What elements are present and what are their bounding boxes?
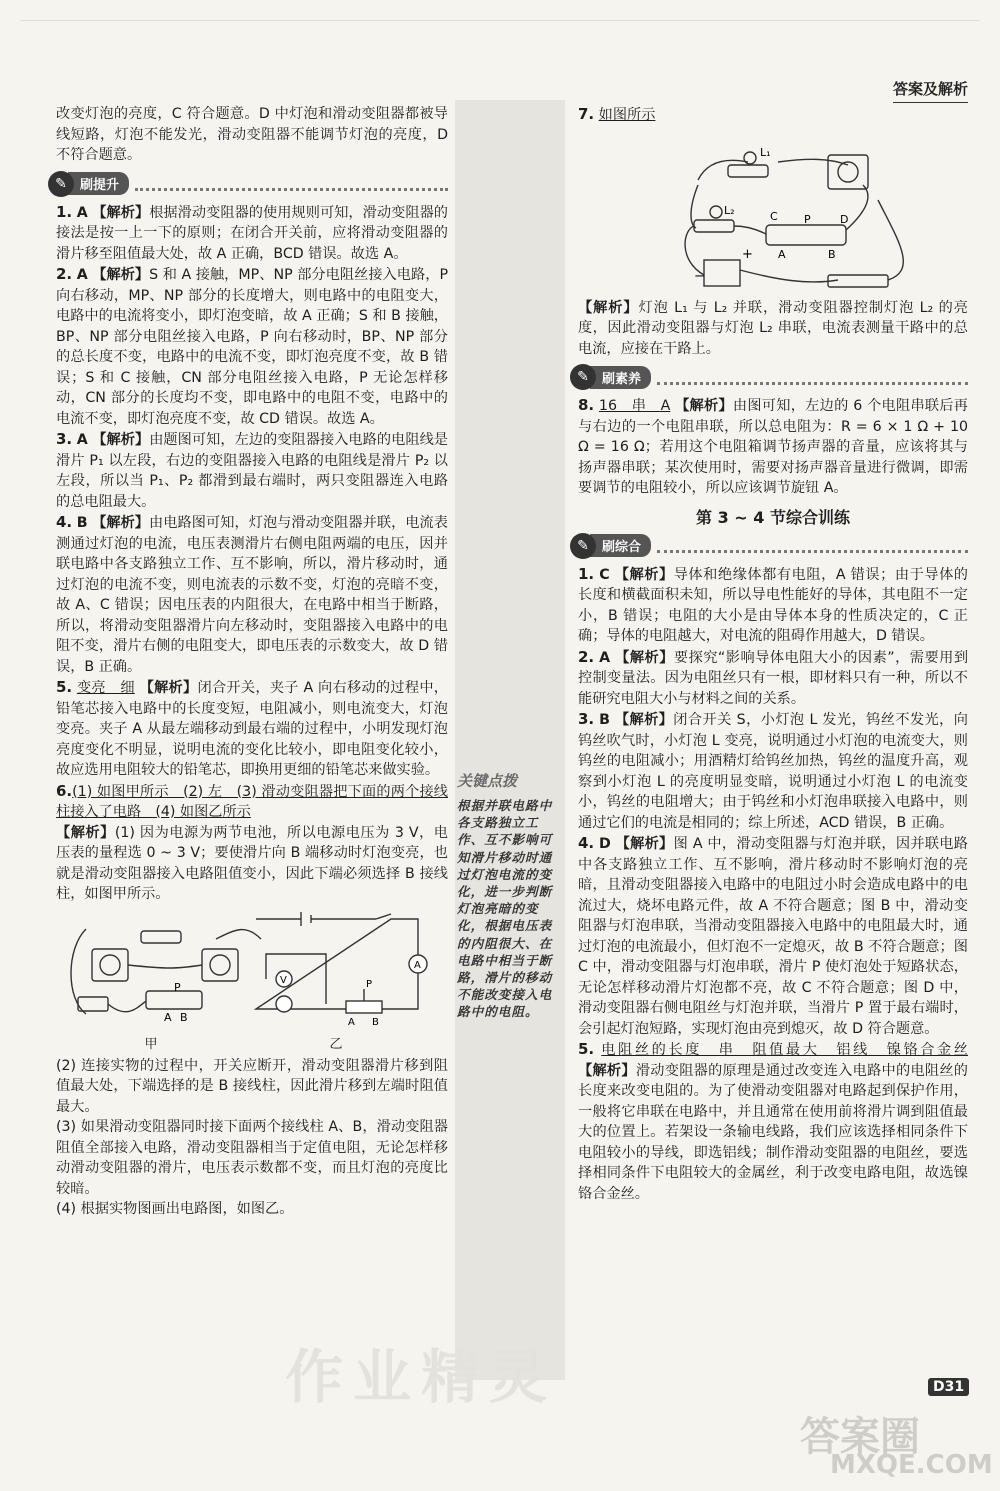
answer-item: 3. A 【解析】由题图可知，左边的变阻器接入电路的电阻线是滑片 P₁ 以左段，右边的变阻器接入电路的电阻线是滑片 P₂ 以左段，所以当 P₁、P₂ 都滑到最右端时，两只变阻器连入电路的总电阻最大。 [56,430,448,510]
explanation: 【解析】灯泡 L₁ 与 L₂ 并联，滑动变阻器控制灯泡 L₂ 的亮度，因此滑动变阻器与灯泡 L₂ 串联，电流表测量干路中的总电流，应接在干路上。 [578,299,968,357]
header-title: 答案及解析 [893,78,968,103]
label-minus: − [694,268,705,284]
label-plus: + [742,246,753,262]
wiring-diagram-jia [71,929,261,1014]
label-B2: B [372,1016,379,1028]
label-A: A [164,1010,172,1024]
label-P2: P [366,978,373,990]
answer-item: 4. D 【解析】图 A 中，滑动变阻器与灯泡并联，因并联电路中各支路独立工作、互不影响，滑片移动时不影响灯泡的亮暗，且滑动变阻器接入电路中的电阻过小时会造成电路中的电流过大，烧坏电路元件，故 A 不符合题意；图 B 中，滑动变阻器与灯泡串联，当滑动变阻器接入电路中的电阻最大时，通过灯泡的电流最小，但灯泡不一定熄灭，故 B 不符合题意；图 C 中，滑动变阻器与灯泡串联，滑片 P 使灯泡处于短路状态，无论怎样移动滑片灯泡都不亮，故 C 不符合题意；图 D 中，滑动变阻器右侧电阻丝与灯泡并联，当滑片 P 置于最右端时，会引起灯泡短路，实现灯泡由亮到熄灭，故 D 符合题意。 [578,834,968,1037]
watermark-url: MXQE.COM [830,1450,993,1480]
answer-item: 2. A 【解析】要探究“影响导体电阻大小的因素”，需要用到控制变量法。因为电阻丝只有一根，即材料只有一种，所以不能研究电阻大小与材料之间的关系。 [578,647,969,707]
label-A: A [778,247,786,261]
brush-icon: ✎ [48,171,74,197]
answer-item: 5. 电阻丝的长度 串 阻值最大 铝线 镍铬合金丝 【解析】滑动变阻器的原理是通过改变连入电路中的电阻丝的长度来改变电阻的。为了使滑动变阻器对电路起到保护作用，一般将它串联在电路中，并且通常在使用前将滑片调到阻值最大的位置上。若架设一条输电线路，我们应该选择相同条件下电阻较小的导线，即选铝线；制作滑动变阻器的电阻丝，要选择相同条件下电阻较大的金属丝，利于改变电路电阻，故选镍铬合金丝。 [578,1040,968,1202]
voltmeter-label: V [280,974,287,986]
circuit-figure-q7 [578,130,968,294]
section-label: 刷提升 [68,172,129,195]
schematic-yi [256,912,427,1013]
label-P: P [174,980,181,994]
label-L1: L₁ [760,145,771,159]
answer-item: 6.(1) 如图甲所示 (2) 左 (3) 滑动变阻器把下面的两个接线柱接入了电路 (4) 如图乙所示 [56,781,448,820]
dotted-rule [657,370,968,385]
section-header [570,365,968,389]
fig-caption-yi: 乙 [329,1036,343,1052]
tip-text: 根据并联电路中各支路独立工作、互不影响可知滑片移动时通过灯泡电流的变化，进一步判断灯泡亮暗的变化，根据电压表的内阻很大、在电路中相当于断路，滑片的移动不能改变接入电路中的电阻。 [457,798,553,1020]
answer-item: 7. 如图所示 [578,105,656,123]
intro-text: 改变灯泡的亮度，C 符合题意。D 中灯泡和滑动变阻器都被导线短路，灯泡不能发光，滑动变阻器不能调节灯泡的亮度，D 不符合题意。 [56,106,448,163]
dotted-rule [657,538,968,553]
explanation: (4) 根据实物图画出电路图，如图乙。 [56,1201,294,1217]
unit-title: 第 3 ~ 4 节综合训练 [696,507,850,527]
answer-item: 5. 变亮 细 【解析】闭合开关，夹子 A 向右移动的过程中，铅笔芯接入电路中的长度变短，电阻减小，则电流变大，灯泡变亮。夹子 A 从最左端移动到最右端的过程中，小明发现灯泡亮度变化不明显，说明电流的变化比较小，即电阻变化较小，故应选用电阻较大的铅笔芯，即换用更细的铅笔芯来做实验。 [56,678,448,778]
tip-title: 关键点拨 [457,772,518,790]
wiring-diagram-q7 [578,130,968,290]
explanation: (2) 连接实物的过程中，开关应断开，滑动变阻器滑片移到阻值最大处，下端选择的是 B 接线柱，因此滑片移到左端时阻值最大。 [56,1057,448,1115]
label-P: P [804,212,811,226]
right-column [578,104,968,1204]
explanation: 【解析】(1) 因为电源为两节电池，所以电源电压为 3 V，电压表的量程选 0 ~ 3 V；要使滑片向 B 端移动时灯泡变亮，也就是滑动变阻器接入电路阻值变小，因此下端必须选择 B 接线柱，如图甲所示。 [56,824,448,902]
label-A2: A [348,1016,355,1028]
page-number: D31 [928,1378,969,1396]
label-D: D [840,212,849,226]
section-header [48,172,448,196]
answer-item: 3. B 【解析】闭合开关 S，小灯泡 L 发光，钨丝不发光，向钨丝吹气时，小灯泡 L 变亮，说明通过小灯泡的电流变大，则钨丝的电阻减小；用酒精灯给钨丝加热，钨丝的温度升高，观察到小灯泡 L 的亮度明显变暗，说明通过小灯泡 L 的电流变小，钨丝的电阻增大；由于钨丝和小灯泡串联接入电路中，则通过它们的电流是相同的；综上所述，ACD 错误，B 正确。 [578,710,968,831]
section-label: 刷素养 [590,366,651,389]
top-rule [20,20,980,21]
label-C: C [770,209,778,223]
explanation: (3) 如果滑动变阻器同时接下面两个接线柱 A、B，滑动变阻器阻值全部接入电路，滑动变阻器相当于定值电阻，无论怎样移动滑动变阻器的滑片，电压表示数都不变，而且灯泡的亮度比较暗。 [56,1119,448,1197]
ammeter-label: A [414,959,421,971]
circuit-figures [56,909,448,1052]
label-B: B [180,1010,188,1024]
left-column [56,104,448,1220]
answer-item: 2. A 【解析】S 和 A 接触，MP、NP 部分电阻丝接入电路，P 向右移动，MP、NP 部分的长度增大，则电路中的电阻变大，电路中的电流将变小，即灯泡变暗，故 A 正确；S 和 B 接触，BP、NP 部分电阻丝接入电路，P 向右移动时，BP、NP 部分的总长度不变，电路中的电流不变，即灯泡亮度不变，故 B 错误；S 和 C 接触，CN 部分电阻丝接入电路，P 无论怎样移动，CN 部分的长度均不变，即电路中的电阻不变，电路中的电流不变，即灯泡亮度不变，故 CD 错误。故选 A。 [56,265,448,427]
label-L2: L₂ [724,203,735,217]
section-header [570,534,968,558]
brush-icon: ✎ [570,533,596,559]
answer-item: 1. C 【解析】导体和绝缘体都有电阻，A 错误；由于导体的长度和横截面积未知，所以导电性能好的导体，其电阻不一定小，B 错误；电阻的大小是由导体本身的性质决定的，C 正确；导体的电阻越大，对电流的阻碍作用越大，D 错误。 [578,564,968,644]
margin-column [455,100,565,1380]
watermark-text: 作业精灵 [285,1343,558,1411]
dotted-rule [135,176,448,191]
answer-item: 8. 16 串 A 【解析】由图可知，左边的 6 个电阻串联后再与右边的一个电阻串联，所以总电阻为：R = 6 × 1 Ω + 10 Ω = 16 Ω；若用这个电阻箱调节扬声器的音量，应该将其与扬声器串联；某次使用时，需要对扬声器音量进行微调，即需要调节的电阻较小，所以应该调节旋钮 A。 [578,396,968,496]
circuit-diagram [56,909,448,1029]
answer-item: 1. A 【解析】根据滑动变阻器的使用规则可知，滑动变阻器的接法是按一上一下的原则；在闭合开关前，应将滑动变阻器的滑片移至阻值最大处，故 A 正确，BCD 错误。故选 A。 [56,202,448,262]
key-tip [457,770,565,1021]
fig-caption-jia: 甲 [144,1036,158,1052]
label-B: B [828,247,836,261]
answer-item: 4. B 【解析】由电路图可知，灯泡与滑动变阻器并联，电流表测通过灯泡的电流，电压表测滑片右侧电阻两端的电压，因并联电路中各支路独立工作、互不影响，所以，滑片移动时，通过灯泡的电流不变，则电流表的示数不变，灯泡的亮暗不变，故 A、C 错误；因电压表的内阻很大，在电路中相当于断路，所以，将滑动变阻器滑片向左移动时，变阻器接入电路中的电阻不变，滑片右侧的电阻变大，即电压表的示数变大，故 D 错误，B 正确。 [56,513,448,675]
section-label: 刷综合 [590,534,651,557]
brush-icon: ✎ [570,364,596,390]
watermark-logo: 答案圈 [800,1414,920,1460]
